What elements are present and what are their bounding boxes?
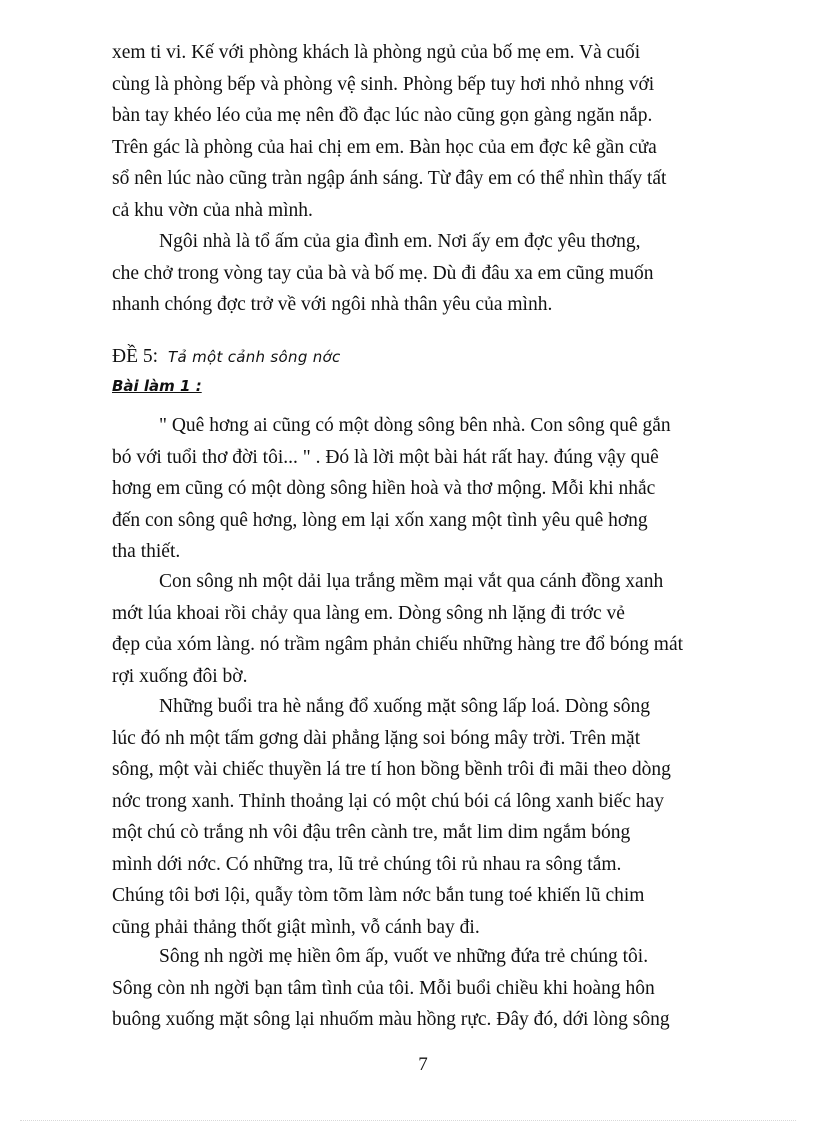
text-line: Sông nh ngời mẹ hiền ôm ấp, vuốt ve những đứa trẻ chúng tôi. [159,946,649,967]
text-line: xem ti vi. Kế với phòng khách là phòng ngủ của bố mẹ em. Và cuối [112,42,641,63]
text-line: cả khu vờn của nhà mình. [112,199,313,221]
text-line: " Quê hơng ai cũng có một dòng sông bên nhà. Con sông quê gắn [159,415,671,436]
text-line: bó với tuổi thơ đời tôi... " . Đó là lời một bài hát rất hay. đúng vậy quê [112,446,659,468]
text-line: tha thiết. [112,541,181,562]
text-line: bàn tay khéo léo của mẹ nên đồ đạc lúc nào cũng gọn gàng ngăn nắp. [112,105,653,126]
footer-divider [20,1120,796,1121]
text-line: Những buổi tra hè nắng đổ xuống mặt sông lấp loá. Dòng sông [159,696,650,717]
essay-subheading: Bài làm 1 : [112,377,202,395]
text-line: đến con sông quê hơng, lòng em lại xốn xang một tình yêu quê hơng [112,509,648,531]
text-line: rợi xuống đôi bờ. [112,665,248,687]
text-line: Con sông nh một dải lụa trắng mềm mại vắt qua cánh đồng xanh [159,571,664,592]
paragraph-river-noon [112,691,739,943]
text-line: sông, một vài chiếc thuyền lá tre tí hon bồng bềnh trôi đi mãi theo dòng [112,759,671,780]
text-line: Chúng tôi bơi lội, quẫy tòm tõm làm nớc bắn tung toé khiến lũ chim [112,885,645,906]
paragraph-river-intro [112,410,739,568]
text-line: sổ nên lúc nào cũng tràn ngập ánh sáng. Từ đây em có thể nhìn thấy tất [112,168,667,189]
text-line: Trên gác là phòng của hai chị em em. Bàn học của em đợc kê gần cửa [112,136,657,158]
page-number: 7 [418,1054,428,1075]
text-line: hơng em cũng có một dòng sông hiền hoà và thơ mộng. Mỗi khi nhắc [112,478,656,499]
text-line: che chở trong vòng tay của bà và bố mẹ. Dù đi đâu xa em cũng muốn [112,262,654,284]
text-line: buông xuống mặt sông lại nhuốm màu hồng rực. Đây đó, dới lòng sông [112,1009,670,1030]
paragraph-home-warmth [112,226,739,321]
exercise-label: ĐỀ 5: [112,346,159,367]
text-line: đẹp của xóm làng. nó trầm ngâm phản chiếu những hàng tre đổ bóng mát [112,634,684,655]
text-line: một chú cò trắng nh vôi đậu trên cành tre, mắt lim dim ngắm bóng [112,822,631,843]
paragraph-house-rooms [112,37,739,226]
text-line: mớt lúa khoai rồi chảy qua làng em. Dòng sông nh lặng đi trớc vẻ [112,602,625,624]
text-line: Ngôi nhà là tổ ấm của gia đình em. Nơi ấy em đợc yêu thơng, [159,231,641,252]
exercise-heading [112,346,341,368]
text-line: mình dới nớc. Có những tra, lũ trẻ chúng tôi rủ nhau ra sông tắm. [112,853,622,875]
exercise-title: Tả một cảnh sông nớc [168,348,341,366]
paragraph-river-mother [112,941,739,1036]
text-line: nớc trong xanh. Thỉnh thoảng lại có một chú bói cá lông xanh biếc hay [112,790,665,812]
text-line: cũng phải thảng thốt giật mình, vỗ cánh bay đi. [112,916,480,938]
paragraph-river-silk [112,566,739,692]
text-line: Sông còn nh ngời bạn tâm tình của tôi. Mỗi buổi chiều khi hoàng hôn [112,977,655,999]
text-line: cùng là phòng bếp và phòng vệ sinh. Phòng bếp tuy hơi nhỏ nhng với [112,73,655,95]
text-line: nhanh chóng đợc trở về với ngôi nhà thân yêu của mình. [112,294,553,315]
text-line: lúc đó nh một tấm gơng dài phẳng lặng soi bóng mây trời. Trên mặt [112,727,641,749]
